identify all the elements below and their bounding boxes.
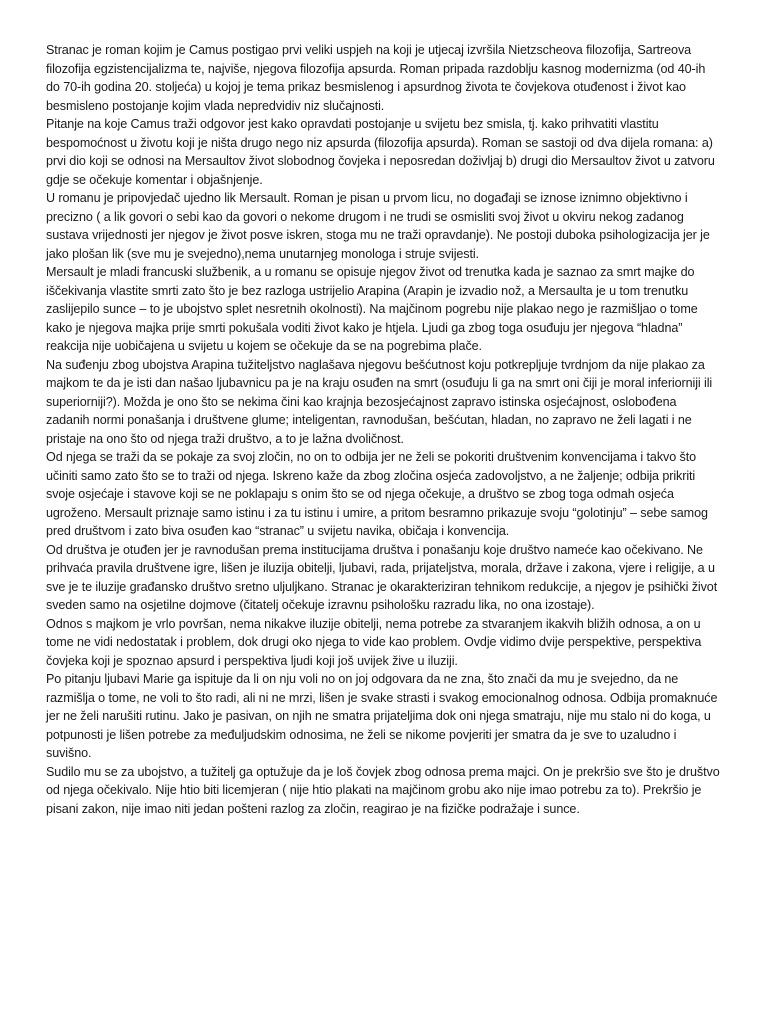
paragraph-mother: Odnos s majkom je vrlo površan, nema nikakve iluzije obitelji, nema potrebe za stvaranjem ikakvih bližih odnosa, a on u tome ne vidi nedostatak i problem, dok drugi oko njega to vide kao problem. Ovdje vidimo dvije perspektive, perspektiva čovjeka koji je spoznao apsurd i perspektiva ljudi koji još uvijek žive u iluziji. bbox=[46, 616, 702, 668]
paragraph-repentance: Od njega se traži da se pokaje za svoj zločin, no on to odbija jer ne želi se pokoriti društvenim konvencijama i takvo što učiniti samo zato što se to traži od njega. Iskreno kaže da zbog zločina osjeća zadovoljstvo, a ne žaljenje; odbija prikriti svoje osjećaje i stavove koji se ne poklapaju s onim što se od njega očekuje, a društvo se zbog toga odmah osjeća ugroženo. Mersault priznaje samo istinu i za tu istinu i umire, a pritom besramno prikazuje svoju “golotinju” – sebe samog pred društvom i zato biva osuđen kao “stranac” u svijetu navika, običaja i konvencija. bbox=[46, 450, 708, 538]
document-page bbox=[46, 41, 722, 818]
paragraph-love: Po pitanju ljubavi Marie ga ispituje da li on nju voli no on joj odgovara da ne zna, što znači da mu je svejedno, da ne razmišlja o tome, ne voli to što radi, ali ni ne mrzi, lišen je svake strasti i svakog emocionalnog odnosa. Odbija promaknuće jer ne želi narušiti rutinu. Jako je pasivan, on njih ne smatra prijateljima dok oni njega smatraju, nije mu stalo ni do koga, u potpunosti je lišen potrebe za međuljudskim odnosima, ne želi se nikome povjeriti jer smatra da je sve to uzaludno i suvišno. bbox=[46, 672, 718, 760]
paragraph-narrator: U romanu je pripovjedač ujedno lik Mersault. Roman je pisan u prvom licu, no događaji se iznose iznimno objektivno i precizno ( a lik govori o sebi kao da govori o nekome drugom i ne trudi se osmisliti svoj život u okviru nekog zadanog sustava vrijednosti jer njegov je život posve iskren, stoga mu ne traži opravdanje). Ne postoji duboka psihologizacija jer je jako plošan lik (sve mu je svejedno),nema unutarnjeg monologa i struje svijesti. bbox=[46, 191, 710, 261]
paragraph-trial: Na suđenju zbog ubojstva Arapina tužiteljstvo naglašava njegovu bešćutnost koju potkrepljuje tvrdnjom da nije plakao za majkom te da je isti dan našao ljubavnicu pa je na kraju osuđen na smrt (osuđuju li ga na smrt oni čiji je moral inferiorniji ili superiorniji?). Možda je ono što se nekima čini kao krajnja bezosjećajnost zapravo istinska osjećajnost, oslobođena zadanih normi ponašanja i društvene glume; inteligentan, ravnodušan, bešćutan, hladan, no zapravo ne želi lagati i ne pristaje na ono što od njega traži društvo, a to je lažna dvoličnost. bbox=[46, 357, 713, 446]
paragraph-mersault: Mersault je mladi francuski službenik, a u romanu se opisuje njegov život od trenutka kada je saznao za smrt majke do iščekivanja vlastite smrti zato što je bez razloga ustrijelio Arapina (Arapin je izvadio nož, a Mersaulta je u tom trenutku zaslijepilo sunce – to je ubojstvo splet nesretnih okolnosti). Na majčinom pogrebu nije plakao nego je razmišljao o tome kako je njegova majka prije smrti pokušala voditi život kako je htjela. Ljudi ga zbog toga osuđuju jer njegova “hladna” reakcija nije uobičajena u svijetu u kojem se očekuje da se na pogrebima plače. bbox=[46, 265, 698, 353]
paragraph-intro: Stranac je roman kojim je Camus postigao prvi veliki uspjeh na koji je utjecaj izvršila Nietzscheova filozofija, Sartreova filozofija egzistencijalizma te, najviše, njegova filozofija apsurda. Roman pripada razdoblju kasnog modernizma (od 40-ih do 70-ih godina 20. stoljeća) u kojoj je tema prikaz besmislenog i apsurdnog života te čovjekova otuđenost i život kao besmisleno postojanje kojim vlada nepredvidiv niz slučajnosti. bbox=[46, 43, 706, 113]
paragraph-society: Od društva je otuđen jer je ravnodušan prema institucijama društva i ponašanju koje društvo nameće kao očekivano. Ne prihvaća pravila društvene igre, lišen je iluzija obitelji, ljubavi, rada, prijateljstva, morala, države i zakona, vjere i religije, a u sve je te iluzije građansko društvo sretno uljuljkano. Stranac je okarakteriziran tehnikom redukcije, a njegov je psihički život sveden samo na osjetilne dojmove (čitatelj očekuje izravnu psihološku razradu lika, no ona izostaje). bbox=[46, 542, 718, 612]
paragraph-question: Pitanje na koje Camus traži odgovor jest kako opravdati postojanje u svijetu bez smisla, tj. kako prihvatiti vlastitu bespomoćnost u životu koji je ništa drugo nego niz apsurda (filozofija apsurda). Roman se sastoji od dva dijela romana: a) prvi dio koji se odnosi na Mersaultov život slobodnog čovjeka i neposredan doživljaj b) drugi dio Mersaultov život u zatvoru gdje se očekuje komentar i objašnjenje. bbox=[46, 117, 715, 187]
paragraph-verdict: Sudilo mu se za ubojstvo, a tužitelj ga optužuje da je loš čovjek zbog odnosa prema majci. On je prekršio sve što je društvo od njega očekivalo. Nije htio biti licemjeran ( nije htio plakati na majčinom grobu ako nije imao potrebu za to). Prekršio je pisani zakon, nije imao niti jedan pošteni razlog za zločin, reagirao je na fizičke podražaje i sunce. bbox=[46, 764, 720, 816]
